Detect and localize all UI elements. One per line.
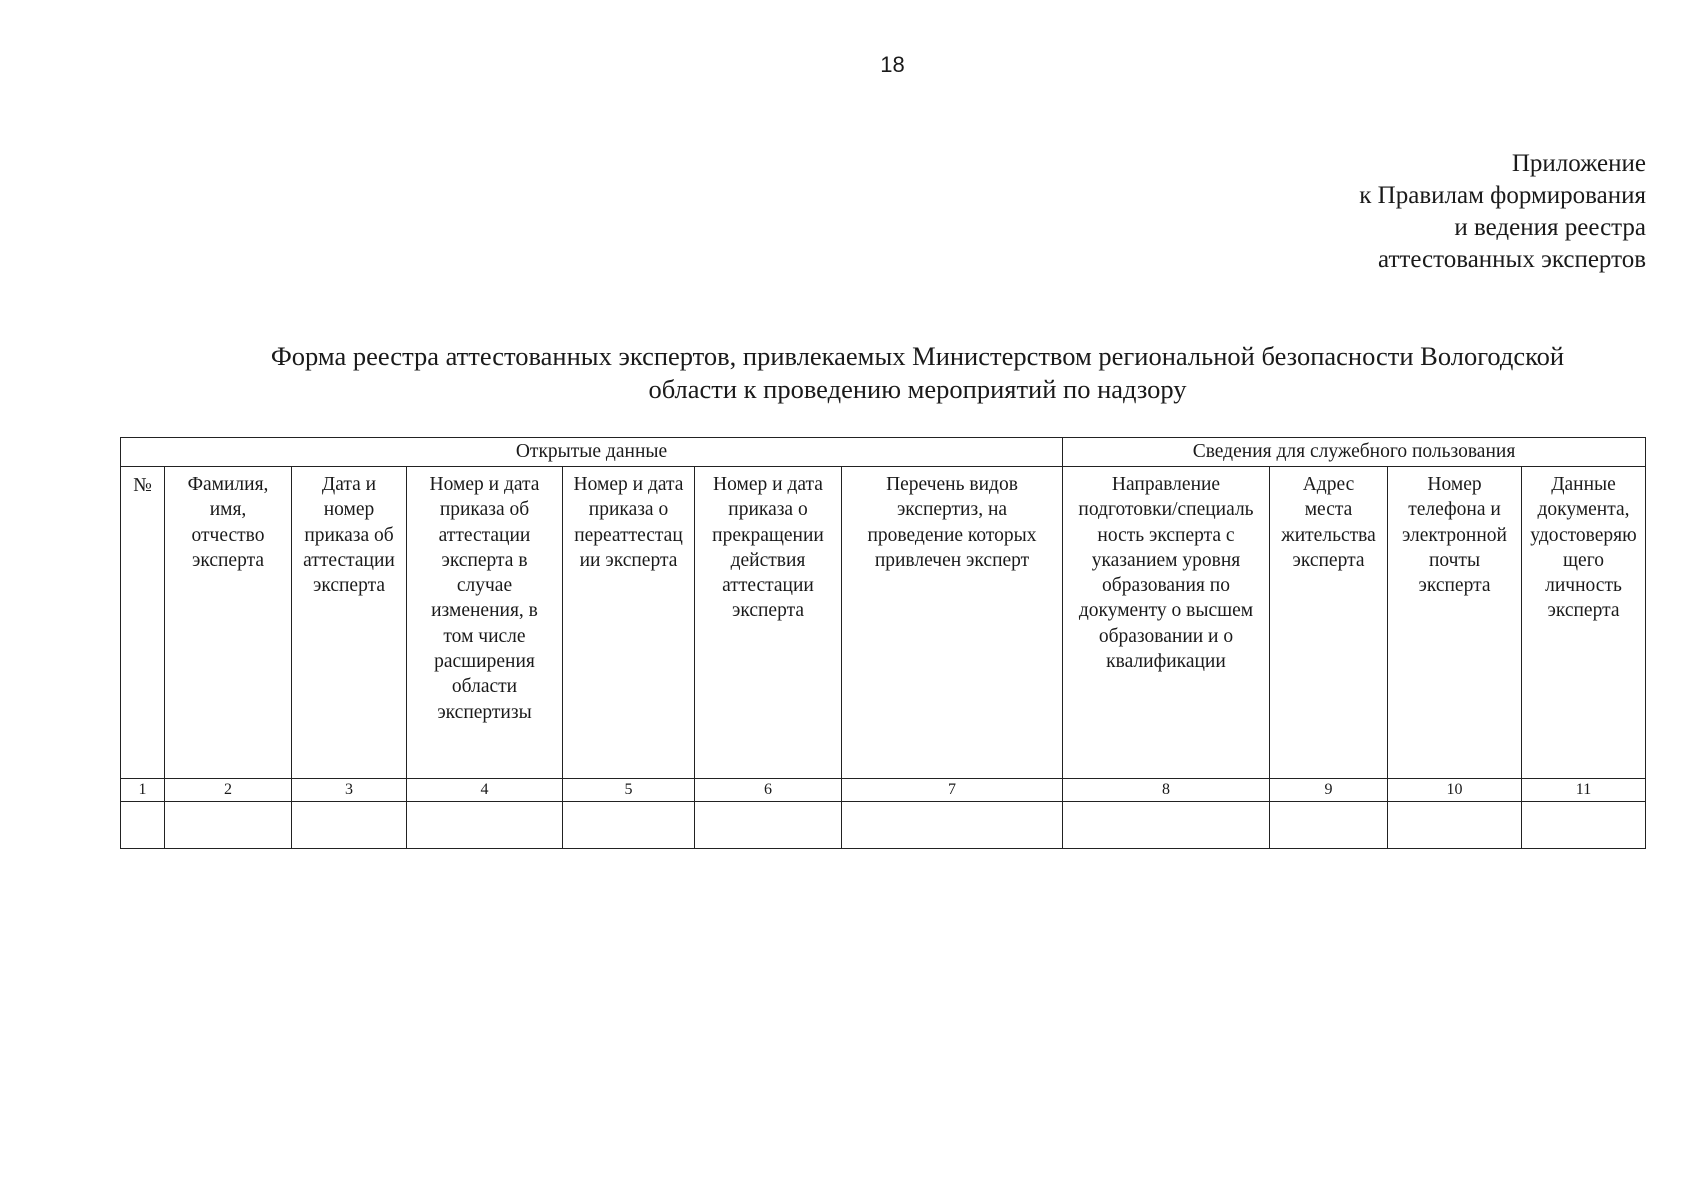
- empty-cell: [121, 802, 165, 849]
- appendix-note: [1359, 148, 1646, 276]
- column-index-row: [121, 779, 1646, 802]
- empty-cell: [165, 802, 292, 849]
- column-index: 4: [407, 779, 563, 802]
- form-title-line: Форма реестра аттестованных экспертов, привлекаемых Министерством региональной безопасности Вологодской: [270, 341, 1565, 371]
- empty-cell: [695, 802, 842, 849]
- column-index: 1: [121, 779, 165, 802]
- column-header-specialty: Направление подготовки/специаль ность эксперта с указанием уровня образования по документу о высшем образовании и о квалификации: [1063, 467, 1270, 779]
- empty-cell: [1063, 802, 1270, 849]
- column-index: 5: [563, 779, 695, 802]
- appendix-line: и ведения реестра: [1454, 214, 1646, 241]
- column-index: 8: [1063, 779, 1270, 802]
- appendix-line: к Правилам формирования: [1359, 182, 1646, 209]
- column-header-expertise-types: Перечень видов экспертиз, на проведение которых привлечен эксперт: [842, 467, 1063, 779]
- column-index: 3: [292, 779, 407, 802]
- empty-cell: [407, 802, 563, 849]
- page-number: 18: [880, 52, 905, 77]
- form-title-line: области к проведению мероприятий по надзору: [648, 374, 1187, 404]
- column-index: 9: [1270, 779, 1388, 802]
- registry-form-table: [120, 437, 1646, 849]
- column-index: 7: [842, 779, 1063, 802]
- empty-cell: [1270, 802, 1388, 849]
- column-header-number: №: [121, 467, 165, 779]
- appendix-line: аттестованных экспертов: [1378, 246, 1646, 273]
- restricted-data-group-header: Сведения для служебного пользования: [1063, 438, 1646, 467]
- empty-cell: [842, 802, 1063, 849]
- open-data-group-header: Открытые данные: [121, 438, 1063, 467]
- group-header-row: [121, 438, 1646, 467]
- column-header-row: [121, 467, 1646, 779]
- column-header-termination-order: Номер и дата приказа о прекращении действия аттестации эксперта: [695, 467, 842, 779]
- empty-cell: [1388, 802, 1522, 849]
- empty-cell: [292, 802, 407, 849]
- column-header-address: Адрес места жительства эксперта: [1270, 467, 1388, 779]
- column-header-contacts: Номер телефона и электронной почты эксперта: [1388, 467, 1522, 779]
- column-header-identity-document: Данные документа, удостоверяю щего личность эксперта: [1522, 467, 1646, 779]
- appendix-line: Приложение: [1511, 150, 1646, 177]
- empty-cell: [563, 802, 695, 849]
- column-header-full-name: Фамилия, имя, отчество эксперта: [165, 467, 292, 779]
- column-index: 11: [1522, 779, 1646, 802]
- column-index: 2: [165, 779, 292, 802]
- column-index: 6: [695, 779, 842, 802]
- column-header-reattestation-order: Номер и дата приказа о переаттестац ии эксперта: [563, 467, 695, 779]
- form-title: [220, 340, 1615, 406]
- column-header-attestation-change-order: Номер и дата приказа об аттестации эксперта в случае изменения, в том числе расширения области экспертизы: [407, 467, 563, 779]
- column-header-attestation-order: Дата и номер приказа об аттестации эксперта: [292, 467, 407, 779]
- column-index: 10: [1388, 779, 1522, 802]
- empty-cell: [1522, 802, 1646, 849]
- empty-data-row: [121, 802, 1646, 849]
